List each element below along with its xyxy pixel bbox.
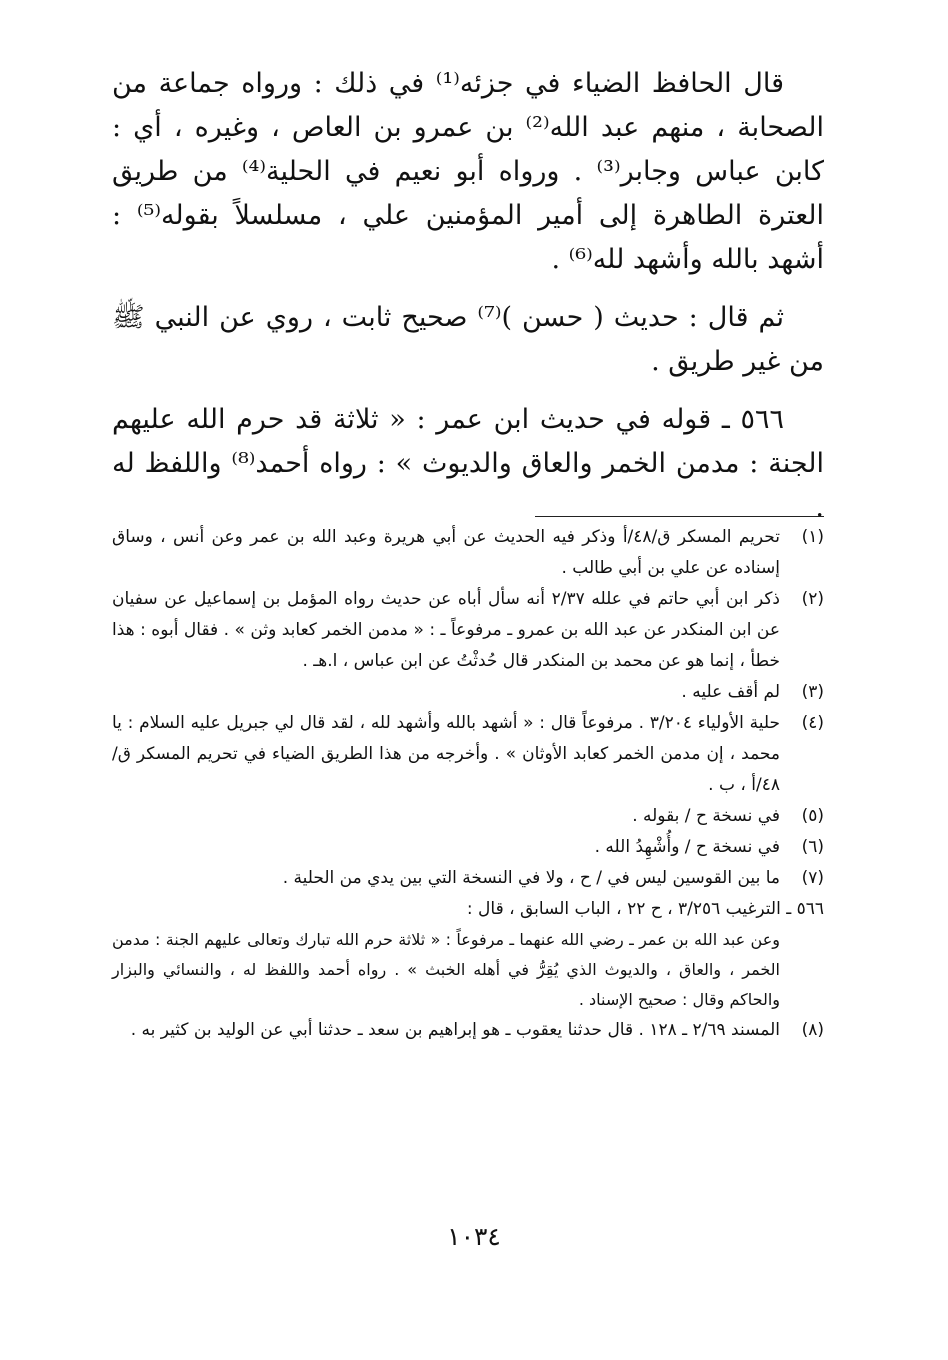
footnote-3 [112, 677, 824, 708]
footnote-number: (٧) [801, 868, 824, 888]
main-paragraph-1: قال الحافظ الضياء في جزئه⁽¹⁾ في ذلك : ورواه جماعة من الصحابة ، منهم عبد الله⁽²⁾ بن عمرو بن العاص ، وغيره ، أي : كابن عباس وجابر⁽³⁾ . ورواه أبو نعيم في الحلية⁽⁴⁾ من طريق العترة الطاهرة إلى أمير المؤمنين علي ، مسلسلاً بقوله⁽⁵⁾ : أشهد بالله وأشهد لله⁽⁶⁾ . [112, 68, 825, 275]
footnote-number: (١) [801, 527, 824, 547]
note-566-head: ٥٦٦ ـ الترغيب ٣/٢٥٦ ، ح ٢٢ ، الباب السابق ، قال : [466, 899, 824, 919]
footnote-text: لم أقف عليه . [681, 682, 780, 702]
main-text [112, 62, 824, 544]
footnote-text: ذكر ابن أبي حاتم في علله ٢/٣٧ أنه سأل أباه عن حديث رواه المؤمل بن إسماعيل عن سفيان عن ابن المنكدر عن عبد الله بن عمرو ـ مرفوعاً ـ : « مدمن الخمر كعابد وثن » . فقال أبوه : هذا خطأ ، إنما هو عن محمد بن المنكدر قال حُدثْتُ عن ابن عباس ، ا.هـ . [112, 589, 781, 671]
footnote-text: في نسخة ح / بقوله . [632, 806, 780, 826]
footnote-number: (٣) [801, 682, 824, 702]
footnote-text: حلية الأولياء ٣/٢٠٤ . مرفوعاً قال : « أشهد بالله وأشهد لله ، لقد قال لي جبريل عليه السلام : يا محمد ، إن مدمن الخمر كعابد الأوثان » . وأخرجه من هذا الطريق الضياء في تحريم المسكر ق/٤٨/أ ، ب . [112, 713, 780, 795]
footnote-divider [535, 516, 824, 517]
footnotes [112, 522, 824, 1046]
footnote-4 [112, 708, 824, 801]
page-number: ١٠٣٤ [447, 1222, 501, 1251]
footnote-7 [112, 863, 824, 894]
footnote-number: (٨) [801, 1020, 824, 1040]
footnote-text: في نسخة ح / وأُشْهِدُ الله . [594, 837, 780, 857]
main-paragraph-3: ٥٦٦ ـ قوله في حديث ابن عمر : « ثلاثة قد حرم الله عليهم الجنة : مدمن الخمر والعاق والديوث » : رواه أحمد⁽⁸⁾ واللفظ له . [112, 404, 824, 523]
footnote-number: (٢) [801, 589, 824, 609]
footnote-2 [112, 584, 824, 677]
footnote-5 [112, 801, 824, 832]
footnote-6 [112, 832, 824, 863]
footnote-1 [112, 522, 824, 584]
footnote-number: (٤) [801, 713, 824, 733]
footnote-number: (٦) [801, 837, 824, 857]
note-566-quote: وعن عبد الله بن عمر ـ رضي الله عنهما ـ مرفوعاً : « ثلاثة حرم الله تبارك وتعالى عليهم الجنة : مدمن الخمر ، والعاق ، والديوث الذي يُقِرُّ في أهله الخبث » . رواه أحمد واللفظ له ، والنسائي والبزار والحاكم وقال : صحيح الإسناد . [112, 930, 780, 1009]
footnote-number: (٥) [801, 806, 824, 826]
footnote-text: المسند ٢/٦٩ ـ ١٢٨ . قال حدثنا يعقوب ـ هو إبراهيم بن سعد ـ حدثنا أبي عن الوليد بن كثير به . [130, 1020, 780, 1040]
footnote-8 [112, 1015, 824, 1046]
footnote-text: ما بين القوسين ليس في / ح ، ولا في النسخة التي بين يدي من الحلية . [282, 868, 780, 888]
main-paragraph-2: ثم قال : حديث ( حسن )⁽⁷⁾ صحيح ثابت ، روي عن النبي ﷺ من غير طريق . [112, 302, 824, 377]
footnote-text: تحريم المسكر ق/٤٨/أ وذكر فيه الحديث عن أبي هريرة وعبد الله بن عمر وعن أنس ، وساق إسناده عن علي بن أبي طالب . [112, 527, 780, 578]
